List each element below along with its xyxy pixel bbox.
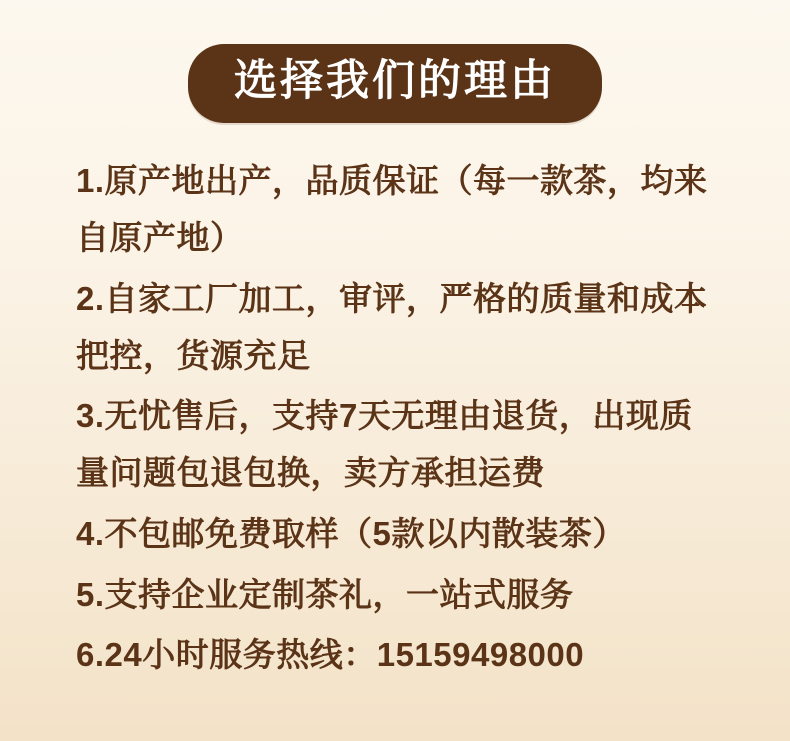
list-item: 2.自家工厂加工，审评，严格的质量和成本把控，货源充足 (76, 279, 708, 374)
title-section (0, 0, 790, 123)
reasons-list (0, 153, 790, 684)
list-item: 4.不包邮免费取样（5款以内散装茶） (76, 514, 626, 552)
list-item: 3.无忧售后，支持7天无理由退货，出现质量问题包退包换，卖方承担运费 (76, 397, 693, 492)
page-title: 选择我们的理由 (188, 44, 602, 123)
list-item: 1.原产地出产，品质保证（每一款茶，均来自原产地） (76, 162, 708, 257)
list-item: 5.支持企业定制茶礼，一站式服务 (76, 575, 574, 613)
list-item: 6.24小时服务热线：15159498000 (76, 636, 585, 674)
